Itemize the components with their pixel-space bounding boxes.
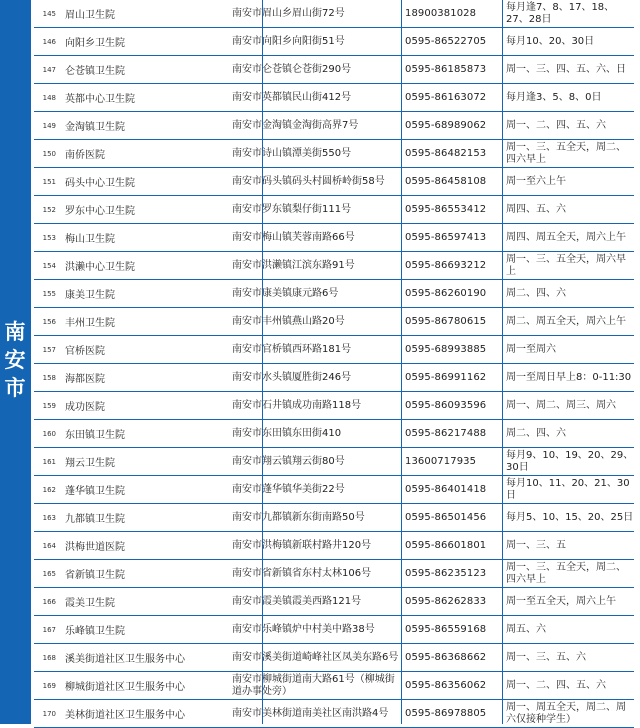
table-row [34,28,634,56]
site-name: 海都医院 [65,374,105,385]
site-address: 南安市东田镇东田街410 [232,427,342,439]
service-days: 周一、二、四、五、六 [506,119,606,131]
service-days: 周二、四、六 [506,427,566,439]
service-days: 每月逢3、5、8、0日 [506,91,602,103]
region-char: 安 [4,348,27,372]
site-name: 英都中心卫生院 [65,94,135,105]
table-row [34,616,634,644]
site-name: 省新镇卫生院 [65,570,125,581]
site-address: 南安市美林街道南美社区南洪路4号 [232,707,389,719]
site-phone: 0595-86991162 [405,372,487,383]
service-days: 周五、六 [506,623,546,635]
service-days: 周二、周五全天，周六上午 [506,315,626,327]
site-name: 金淘镇卫生院 [65,122,125,133]
site-phone: 13600717935 [405,456,477,467]
site-name: 柳城街道社区卫生服务中心 [65,682,185,693]
site-name: 罗东中心卫生院 [65,206,135,217]
row-number: 168 [42,653,56,662]
site-address: 南安市眉山乡眉山街72号 [232,7,345,19]
site-name: 洪梅世道医院 [65,542,125,553]
table-row [34,532,634,560]
row-number: 169 [42,681,56,690]
table-row [34,672,634,700]
site-name: 乐峰镇卫生院 [65,626,125,637]
table-row [34,364,634,392]
site-phone: 0595-86597413 [405,232,487,243]
table-row [34,392,634,420]
row-number: 148 [42,93,56,102]
site-name: 梅山卫生院 [65,234,115,245]
row-number: 158 [42,373,56,382]
service-days: 周四、周五全天，周六上午 [506,231,626,243]
site-phone: 18900381028 [405,8,477,19]
site-address: 南安市金淘镇金淘街高界7号 [232,119,359,131]
service-days: 每月10、20、30日 [506,35,595,47]
region-char: 南 [4,320,27,344]
service-days: 周一、三、四、五、六、日 [506,63,626,75]
site-name: 康美卫生院 [65,290,115,301]
site-name: 官桥医院 [65,346,105,357]
service-days: 周一、周五全天，周二、周六仅接种学生） [506,701,626,725]
region-label [0,318,31,402]
site-address: 南安市蓬华镇华美街22号 [232,483,345,495]
site-phone: 0595-86693212 [405,260,487,271]
row-number: 161 [42,457,56,466]
table-row [34,140,634,168]
site-name: 南侨医院 [65,150,105,161]
site-phone: 0595-68989062 [405,120,487,131]
row-number: 147 [42,65,56,74]
service-days: 周二、四、六 [506,287,566,299]
table-row [34,196,634,224]
table-row [34,252,634,280]
service-days: 每月10、11、20、21、30日 [506,477,630,501]
table-row [34,420,634,448]
site-address: 南安市石井镇成功南路118号 [232,399,362,411]
site-phone: 0595-86559168 [405,624,487,635]
site-address: 南安市英都镇民山街412号 [232,91,352,103]
table-row [34,224,634,252]
site-name: 美林街道社区卫生服务中心 [65,710,185,721]
site-address: 南安市水头镇厦胜街246号 [232,371,352,383]
row-number: 149 [42,121,56,130]
site-name: 成功医院 [65,402,105,413]
table-body [34,0,634,728]
table-row [34,476,634,504]
site-address: 南安市向阳乡向阳街51号 [232,35,345,47]
site-phone: 0595-86093596 [405,400,487,411]
site-address: 南安市仑苍镇仑苍街290号 [232,63,352,75]
site-phone: 0595-68993885 [405,344,487,355]
site-phone: 0595-86260190 [405,288,487,299]
row-number: 153 [42,233,56,242]
row-number: 152 [42,205,56,214]
site-address: 南安市霞美镇霞美西路121号 [232,595,362,607]
service-days: 周一至周六 [506,343,556,355]
service-days: 周一至五全天，周六上午 [506,595,616,607]
row-number: 151 [42,177,56,186]
site-address: 南安市诗山镇潭美街550号 [232,147,352,159]
service-days: 周一至六上午 [506,175,566,187]
site-address: 南安市丰州镇燕山路20号 [232,315,345,327]
site-name: 眉山卫生院 [65,10,115,21]
region-char: 市 [4,376,27,400]
table-row [34,112,634,140]
site-phone: 0595-86482153 [405,148,487,159]
row-number: 170 [42,709,56,718]
row-number: 154 [42,261,56,270]
table-row [34,280,634,308]
service-days: 周一、三、五全天，周二、四六早上 [506,561,626,585]
row-number: 146 [42,37,56,46]
site-phone: 0595-86601801 [405,540,487,551]
site-address: 南安市康美镇康元路6号 [232,287,339,299]
site-phone: 0595-86401418 [405,484,487,495]
table-row [34,448,634,476]
service-days: 每月9、10、19、20、29、30日 [506,449,634,473]
site-phone: 0595-86978805 [405,708,487,719]
site-address: 南安市洪梅镇新联村路井120号 [232,539,372,551]
service-days: 周四、五、六 [506,203,566,215]
site-name: 溪美街道社区卫生服务中心 [65,654,185,665]
table-row [34,0,634,28]
row-number: 163 [42,513,56,522]
site-phone: 0595-86368662 [405,652,487,663]
row-number: 160 [42,429,56,438]
site-phone: 0595-86356062 [405,680,487,691]
table-row [34,560,634,588]
row-number: 150 [42,149,56,158]
table-row [34,504,634,532]
site-name: 霞美卫生院 [65,598,115,609]
site-phone: 0595-86501456 [405,512,487,523]
table-row [34,56,634,84]
service-days: 周一、周二、周三、周六 [506,399,616,411]
row-number: 166 [42,597,56,606]
site-address: 南安市九都镇新东街南路50号 [232,511,365,523]
site-phone: 0595-86185873 [405,64,487,75]
row-number: 164 [42,541,56,550]
site-phone: 0595-86553412 [405,204,487,215]
service-days: 周一、三、五全天，周二、四六早上 [506,141,626,165]
site-name: 码头中心卫生院 [65,178,135,189]
service-days: 周一、三、五 [506,539,566,551]
site-name: 仑苍镇卫生院 [65,66,125,77]
row-number: 167 [42,625,56,634]
region-column [0,0,31,724]
site-address: 南安市柳城街道南大路61号（柳城街道办事处旁） [232,673,395,697]
site-name: 翔云卫生院 [65,458,115,469]
table-row [34,308,634,336]
table-row [34,336,634,364]
site-address: 南安市翔云镇翔云街80号 [232,455,345,467]
service-days: 周一、二、四、五、六 [506,679,606,691]
site-phone: 0595-86235123 [405,568,487,579]
table-row [34,644,634,672]
site-address: 南安市罗东镇梨仔街111号 [232,203,352,215]
row-number: 157 [42,345,56,354]
site-phone: 0595-86163072 [405,92,487,103]
site-name: 九都镇卫生院 [65,514,125,525]
site-phone: 0595-86522705 [405,36,487,47]
row-number: 155 [42,289,56,298]
row-number: 156 [42,317,56,326]
site-address: 南安市官桥镇西环路181号 [232,343,352,355]
service-days: 每月5、10、15、20、25日 [506,511,634,523]
service-days: 每月逢7、8、17、18、27、28日 [506,1,615,25]
row-number: 165 [42,569,56,578]
site-name: 东田镇卫生院 [65,430,125,441]
site-address: 南安市省新镇省东村太林106号 [232,567,372,579]
site-address: 南安市乐峰镇炉中村美中路38号 [232,623,375,635]
table-row [34,84,634,112]
service-days: 周一、三、五全天，周六早上 [506,253,626,277]
site-phone: 0595-86780615 [405,316,487,327]
service-days: 周一至周日早上8：0-11:30 [506,371,632,383]
site-name: 向阳乡卫生院 [65,38,125,49]
site-address: 南安市梅山镇芙蓉南路66号 [232,231,355,243]
site-address: 南安市溪美街道崎峰社区凤美东路6号 [232,651,399,663]
row-number: 145 [42,9,56,18]
site-name: 洪濑中心卫生院 [65,262,135,273]
service-days: 周一、三、五、六 [506,651,586,663]
table-row [34,168,634,196]
site-name: 丰州卫生院 [65,318,115,329]
site-address: 南安市洪濑镇江滨东路91号 [232,259,355,271]
table-row [34,588,634,616]
site-phone: 0595-86458108 [405,176,487,187]
site-phone: 0595-86262833 [405,596,487,607]
row-number: 162 [42,485,56,494]
row-number: 159 [42,401,56,410]
site-phone: 0595-86217488 [405,428,487,439]
site-name: 蓬华镇卫生院 [65,486,125,497]
site-address: 南安市码头镇码头村圆桥岭街58号 [232,175,385,187]
